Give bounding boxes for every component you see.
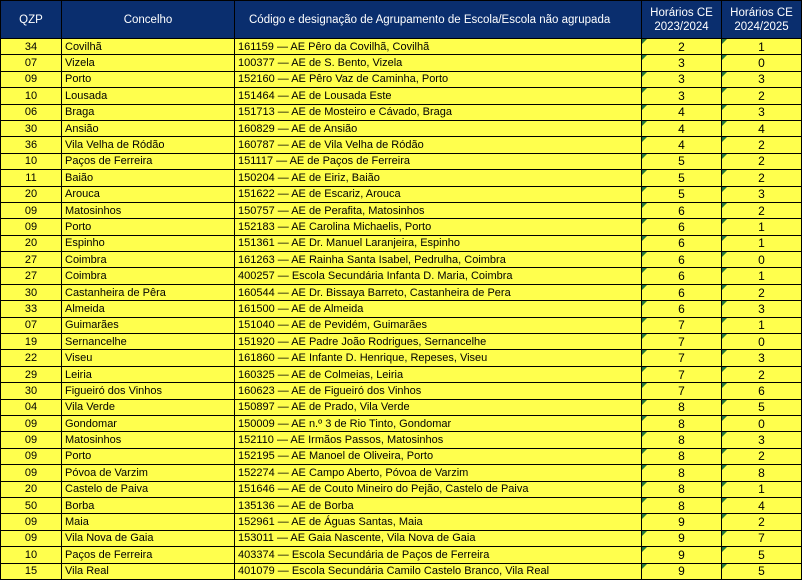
cell-horarios-2023: 8 — [642, 448, 722, 464]
cell-horarios-2023: 4 — [642, 137, 722, 153]
table-row — [1, 202, 802, 218]
cell-qzp: 22 — [1, 350, 62, 366]
cell-qzp: 19 — [1, 334, 62, 350]
cell-horarios-2025: 6 — [722, 383, 802, 399]
table-row — [1, 137, 802, 153]
cell-concelho: Braga — [62, 104, 235, 120]
cell-horarios-2023: 3 — [642, 71, 722, 87]
cell-concelho: Vizela — [62, 55, 235, 71]
table-row — [1, 71, 802, 87]
table-row — [1, 219, 802, 235]
cell-qzp: 29 — [1, 366, 62, 382]
cell-escola: 161500 — AE de Almeida — [235, 301, 642, 317]
table-row — [1, 39, 802, 55]
header-concelho: Concelho — [62, 1, 235, 39]
cell-escola: 161263 — AE Rainha Santa Isabel, Pedrulha, Coimbra — [235, 252, 642, 268]
cell-horarios-2023: 6 — [642, 202, 722, 218]
cell-escola: 160623 — AE de Figueiró dos Vinhos — [235, 383, 642, 399]
cell-qzp: 20 — [1, 186, 62, 202]
cell-horarios-2023: 8 — [642, 432, 722, 448]
cell-horarios-2023: 5 — [642, 186, 722, 202]
table-row — [1, 432, 802, 448]
cell-concelho: Baião — [62, 170, 235, 186]
cell-horarios-2023: 2 — [642, 39, 722, 55]
cell-horarios-2025: 3 — [722, 186, 802, 202]
cell-qzp: 09 — [1, 415, 62, 431]
cell-horarios-2025: 2 — [722, 284, 802, 300]
cell-horarios-2025: 2 — [722, 448, 802, 464]
cell-escola: 400257 — Escola Secundária Infanta D. Maria, Coimbra — [235, 268, 642, 284]
cell-concelho: Porto — [62, 219, 235, 235]
cell-concelho: Ansião — [62, 120, 235, 136]
cell-qzp: 06 — [1, 104, 62, 120]
cell-qzp: 50 — [1, 497, 62, 513]
cell-horarios-2023: 8 — [642, 497, 722, 513]
cell-concelho: Vila Verde — [62, 399, 235, 415]
cell-horarios-2023: 8 — [642, 399, 722, 415]
cell-qzp: 20 — [1, 235, 62, 251]
cell-qzp: 11 — [1, 170, 62, 186]
cell-horarios-2023: 7 — [642, 334, 722, 350]
cell-concelho: Castelo de Paiva — [62, 481, 235, 497]
cell-horarios-2023: 9 — [642, 530, 722, 546]
cell-concelho: Sernancelhe — [62, 334, 235, 350]
cell-concelho: Póvoa de Varzim — [62, 465, 235, 481]
cell-escola: 160325 — AE de Colmeias, Leiria — [235, 366, 642, 382]
table-row — [1, 415, 802, 431]
cell-escola: 150757 — AE de Perafita, Matosinhos — [235, 202, 642, 218]
cell-escola: 161860 — AE Infante D. Henrique, Repeses, Viseu — [235, 350, 642, 366]
cell-qzp: 09 — [1, 219, 62, 235]
table-row — [1, 284, 802, 300]
cell-qzp: 07 — [1, 55, 62, 71]
table-row — [1, 88, 802, 104]
cell-horarios-2025: 3 — [722, 301, 802, 317]
cell-escola: 151361 — AE Dr. Manuel Laranjeira, Espinho — [235, 235, 642, 251]
table-row — [1, 465, 802, 481]
cell-concelho: Vila Real — [62, 563, 235, 579]
table-row — [1, 399, 802, 415]
cell-escola: 150897 — AE de Prado, Vila Verde — [235, 399, 642, 415]
cell-escola: 151920 — AE Padre João Rodrigues, Sernancelhe — [235, 334, 642, 350]
cell-horarios-2025: 1 — [722, 481, 802, 497]
cell-escola: 401079 — Escola Secundária Camilo Castelo Branco, Vila Real — [235, 563, 642, 579]
cell-escola: 152160 — AE Pêro Vaz de Caminha, Porto — [235, 71, 642, 87]
cell-escola: 160544 — AE Dr. Bissaya Barreto, Castanheira de Pera — [235, 284, 642, 300]
cell-concelho: Vila Velha de Ródão — [62, 137, 235, 153]
cell-escola: 150009 — AE n.º 3 de Rio Tinto, Gondomar — [235, 415, 642, 431]
cell-horarios-2023: 9 — [642, 563, 722, 579]
cell-horarios-2025: 5 — [722, 399, 802, 415]
cell-horarios-2023: 7 — [642, 383, 722, 399]
cell-horarios-2023: 6 — [642, 301, 722, 317]
cell-horarios-2025: 2 — [722, 88, 802, 104]
cell-concelho: Lousada — [62, 88, 235, 104]
cell-qzp: 09 — [1, 530, 62, 546]
table-row — [1, 252, 802, 268]
cell-concelho: Porto — [62, 71, 235, 87]
cell-horarios-2023: 4 — [642, 104, 722, 120]
cell-horarios-2023: 7 — [642, 350, 722, 366]
cell-horarios-2025: 8 — [722, 465, 802, 481]
cell-qzp: 07 — [1, 317, 62, 333]
cell-qzp: 10 — [1, 547, 62, 563]
cell-qzp: 09 — [1, 71, 62, 87]
cell-qzp: 15 — [1, 563, 62, 579]
cell-horarios-2023: 5 — [642, 170, 722, 186]
cell-concelho: Covilhã — [62, 39, 235, 55]
cell-concelho: Coimbra — [62, 268, 235, 284]
cell-horarios-2023: 4 — [642, 120, 722, 136]
cell-qzp: 34 — [1, 39, 62, 55]
table-row — [1, 448, 802, 464]
table-row — [1, 55, 802, 71]
cell-horarios-2025: 2 — [722, 514, 802, 530]
cell-qzp: 20 — [1, 481, 62, 497]
cell-escola: 151040 — AE de Pevidém, Guimarães — [235, 317, 642, 333]
cell-horarios-2023: 9 — [642, 514, 722, 530]
cell-horarios-2025: 1 — [722, 317, 802, 333]
cell-escola: 161159 — AE Pêro da Covilhã, Covilhã — [235, 39, 642, 55]
table-row — [1, 170, 802, 186]
cell-escola: 153011 — AE Gaia Nascente, Vila Nova de Gaia — [235, 530, 642, 546]
cell-escola: 152274 — AE Campo Aberto, Póvoa de Varzim — [235, 465, 642, 481]
cell-horarios-2025: 7 — [722, 530, 802, 546]
cell-horarios-2023: 8 — [642, 465, 722, 481]
cell-qzp: 09 — [1, 465, 62, 481]
header-qzp: QZP — [1, 1, 62, 39]
cell-qzp: 10 — [1, 88, 62, 104]
cell-escola: 160787 — AE de Vila Velha de Ródão — [235, 137, 642, 153]
cell-horarios-2023: 6 — [642, 219, 722, 235]
cell-horarios-2023: 9 — [642, 547, 722, 563]
table-row — [1, 383, 802, 399]
cell-concelho: Gondomar — [62, 415, 235, 431]
table-row — [1, 268, 802, 284]
cell-qzp: 09 — [1, 432, 62, 448]
table-row — [1, 301, 802, 317]
cell-concelho: Arouca — [62, 186, 235, 202]
cell-escola: 152195 — AE Manoel de Oliveira, Porto — [235, 448, 642, 464]
cell-qzp: 27 — [1, 252, 62, 268]
cell-horarios-2023: 3 — [642, 55, 722, 71]
cell-horarios-2025: 4 — [722, 497, 802, 513]
cell-horarios-2025: 2 — [722, 137, 802, 153]
cell-horarios-2023: 5 — [642, 153, 722, 169]
table-row — [1, 186, 802, 202]
cell-escola: 151622 — AE de Escariz, Arouca — [235, 186, 642, 202]
cell-horarios-2023: 3 — [642, 88, 722, 104]
cell-concelho: Vila Nova de Gaia — [62, 530, 235, 546]
cell-horarios-2025: 3 — [722, 71, 802, 87]
table-row — [1, 317, 802, 333]
table-row — [1, 530, 802, 546]
cell-horarios-2025: 0 — [722, 334, 802, 350]
cell-horarios-2025: 2 — [722, 153, 802, 169]
table-row — [1, 563, 802, 579]
cell-qzp: 09 — [1, 514, 62, 530]
table-row — [1, 153, 802, 169]
cell-escola: 152961 — AE de Águas Santas, Maia — [235, 514, 642, 530]
cell-horarios-2025: 2 — [722, 366, 802, 382]
cell-concelho: Paços de Ferreira — [62, 153, 235, 169]
cell-horarios-2025: 4 — [722, 120, 802, 136]
cell-horarios-2025: 0 — [722, 415, 802, 431]
cell-escola: 151646 — AE de Couto Mineiro do Pejão, Castelo de Paiva — [235, 481, 642, 497]
cell-horarios-2023: 8 — [642, 481, 722, 497]
cell-qzp: 09 — [1, 448, 62, 464]
cell-escola: 150204 — AE de Eiriz, Baião — [235, 170, 642, 186]
cell-concelho: Leiria — [62, 366, 235, 382]
cell-concelho: Coimbra — [62, 252, 235, 268]
cell-concelho: Castanheira de Pêra — [62, 284, 235, 300]
header-row — [1, 1, 802, 39]
cell-concelho: Viseu — [62, 350, 235, 366]
cell-concelho: Maia — [62, 514, 235, 530]
cell-concelho: Porto — [62, 448, 235, 464]
cell-qzp: 09 — [1, 202, 62, 218]
cell-horarios-2023: 8 — [642, 415, 722, 431]
cell-concelho: Matosinhos — [62, 432, 235, 448]
table-row — [1, 547, 802, 563]
cell-horarios-2025: 3 — [722, 104, 802, 120]
table-row — [1, 350, 802, 366]
table-row — [1, 104, 802, 120]
cell-qzp: 04 — [1, 399, 62, 415]
cell-escola: 152183 — AE Carolina Michaelis, Porto — [235, 219, 642, 235]
cell-horarios-2025: 3 — [722, 432, 802, 448]
cell-qzp: 10 — [1, 153, 62, 169]
cell-horarios-2025: 1 — [722, 39, 802, 55]
cell-escola: 151117 — AE de Paços de Ferreira — [235, 153, 642, 169]
cell-horarios-2025: 1 — [722, 235, 802, 251]
cell-horarios-2025: 3 — [722, 350, 802, 366]
cell-horarios-2025: 5 — [722, 563, 802, 579]
cell-escola: 160829 — AE de Ansião — [235, 120, 642, 136]
cell-qzp: 27 — [1, 268, 62, 284]
cell-horarios-2023: 6 — [642, 284, 722, 300]
cell-escola: 135136 — AE de Borba — [235, 497, 642, 513]
table-row — [1, 514, 802, 530]
cell-horarios-2023: 6 — [642, 235, 722, 251]
cell-escola: 100377 — AE de S. Bento, Vizela — [235, 55, 642, 71]
cell-horarios-2023: 6 — [642, 268, 722, 284]
table-row — [1, 497, 802, 513]
cell-concelho: Borba — [62, 497, 235, 513]
table-row — [1, 481, 802, 497]
header-horarios-2023: Horários CE 2023/2024 — [642, 1, 722, 39]
cell-horarios-2023: 7 — [642, 317, 722, 333]
cell-horarios-2025: 2 — [722, 170, 802, 186]
table-row — [1, 334, 802, 350]
cell-concelho: Paços de Ferreira — [62, 547, 235, 563]
cell-horarios-2023: 7 — [642, 366, 722, 382]
cell-concelho: Almeida — [62, 301, 235, 317]
table-row — [1, 120, 802, 136]
table-row — [1, 366, 802, 382]
cell-horarios-2025: 1 — [722, 268, 802, 284]
cell-escola: 403374 — Escola Secundária de Paços de Ferreira — [235, 547, 642, 563]
cell-qzp: 33 — [1, 301, 62, 317]
cell-concelho: Espinho — [62, 235, 235, 251]
cell-escola: 152110 — AE Irmãos Passos, Matosinhos — [235, 432, 642, 448]
cell-concelho: Matosinhos — [62, 202, 235, 218]
cell-horarios-2023: 6 — [642, 252, 722, 268]
cell-escola: 151464 — AE de Lousada Este — [235, 88, 642, 104]
cell-concelho: Figueiró dos Vinhos — [62, 383, 235, 399]
cell-horarios-2025: 0 — [722, 252, 802, 268]
cell-horarios-2025: 2 — [722, 202, 802, 218]
header-codigo: Código e designação de Agrupamento de Escola/Escola não agrupada — [235, 1, 642, 39]
cell-qzp: 30 — [1, 284, 62, 300]
cell-qzp: 36 — [1, 137, 62, 153]
cell-horarios-2025: 0 — [722, 55, 802, 71]
cell-escola: 151713 — AE de Mosteiro e Cávado, Braga — [235, 104, 642, 120]
cell-horarios-2025: 5 — [722, 547, 802, 563]
cell-concelho: Guimarães — [62, 317, 235, 333]
cell-horarios-2025: 1 — [722, 219, 802, 235]
cell-qzp: 30 — [1, 383, 62, 399]
table-row — [1, 235, 802, 251]
header-horarios-2025: Horários CE 2024/2025 — [722, 1, 802, 39]
cell-qzp: 30 — [1, 120, 62, 136]
